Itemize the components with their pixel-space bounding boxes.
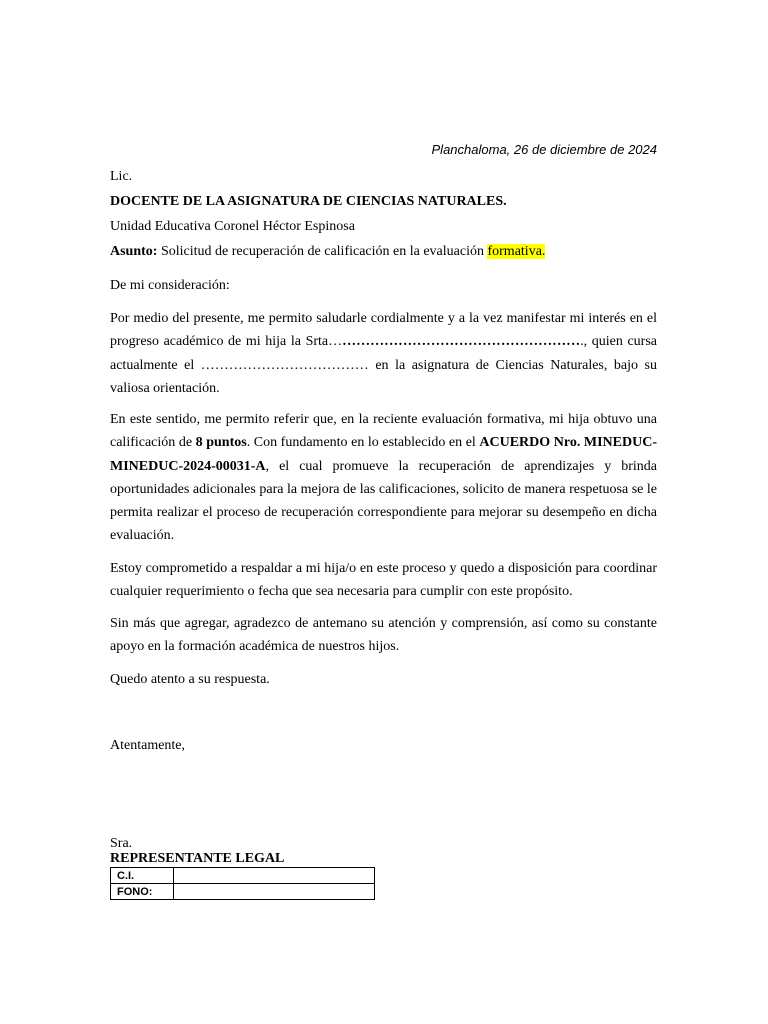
closing: Atentamente,: [110, 738, 186, 753]
paragraph-request: [110, 408, 657, 548]
ci-value[interactable]: [174, 868, 375, 884]
subject-label: Asunto:: [110, 244, 158, 259]
paragraph-intro-b: ., quien cursa actualmente el ……………………………… en la asignatura de Ciencias Naturales, bajo su valiosa orientación.: [110, 334, 657, 396]
paragraph-await: Quedo atento a su respuesta.: [110, 672, 270, 687]
student-name-blank: ……………………………………………: [342, 334, 581, 350]
letter-date: Planchaloma, 26 de diciembre de 2024: [431, 142, 657, 157]
subject-text: Solicitud de recuperación de calificación en la evaluación: [157, 244, 488, 259]
salutation-title: Lic.: [110, 169, 133, 184]
greeting: De mi consideración:: [110, 278, 230, 293]
phone-row: [111, 884, 375, 900]
paragraph-intro-a: Por medio del presente, me permito saludarle cordialmente y a la vez manifestar mi interés en el progreso académico de mi hija la Srta…: [110, 311, 657, 350]
subject-line: [110, 244, 545, 260]
paragraph-request-a: En este sentido, me permito referir que, en la reciente evaluación formativa, mi hija obtuvo una calificación de: [110, 412, 657, 451]
grade-value: 8 puntos: [195, 435, 247, 451]
signer-title: Sra.: [110, 836, 133, 851]
institution-name: Unidad Educativa Coronel Héctor Espinosa: [110, 219, 355, 234]
paragraph-thanks: Sin más que agregar, agradezco de antemano su atención y comprensión, así como su constante apoyo en la formación académica de nuestros hijos.: [110, 616, 657, 655]
phone-value[interactable]: [174, 884, 375, 900]
phone-label: FONO:: [111, 884, 174, 900]
agreement-reference: ACUERDO Nro. MINEDUC-MINEDUC-2024-00031-A: [110, 435, 657, 474]
recipient-heading: DOCENTE DE LA ASIGNATURA DE CIENCIAS NATURALES.: [110, 194, 507, 209]
signer-details-table: [110, 867, 375, 900]
subject-highlight: formativa.: [487, 244, 546, 259]
paragraph-commitment: Estoy comprometido a respaldar a mi hija/o en este proceso y quedo a disposición para coordinar cualquier requerimiento o fecha que sea necesaria para cumplir con este propósito.: [110, 561, 657, 600]
paragraph-intro: [110, 307, 657, 400]
signer-role: REPRESENTANTE LEGAL: [110, 851, 285, 866]
ci-row: [111, 868, 375, 884]
ci-label: C.I.: [111, 868, 174, 884]
paragraph-request-c: , el cual promueve la recuperación de aprendizajes y brinda oportunidades adicionales para la mejora de las calificaciones, solicito de manera respetuosa se le permita realizar el proceso de recuperación correspondiente para mejorar su desempeño en dicha evaluación.: [110, 458, 657, 544]
paragraph-request-b: . Con fundamento en lo establecido en el: [246, 435, 480, 451]
